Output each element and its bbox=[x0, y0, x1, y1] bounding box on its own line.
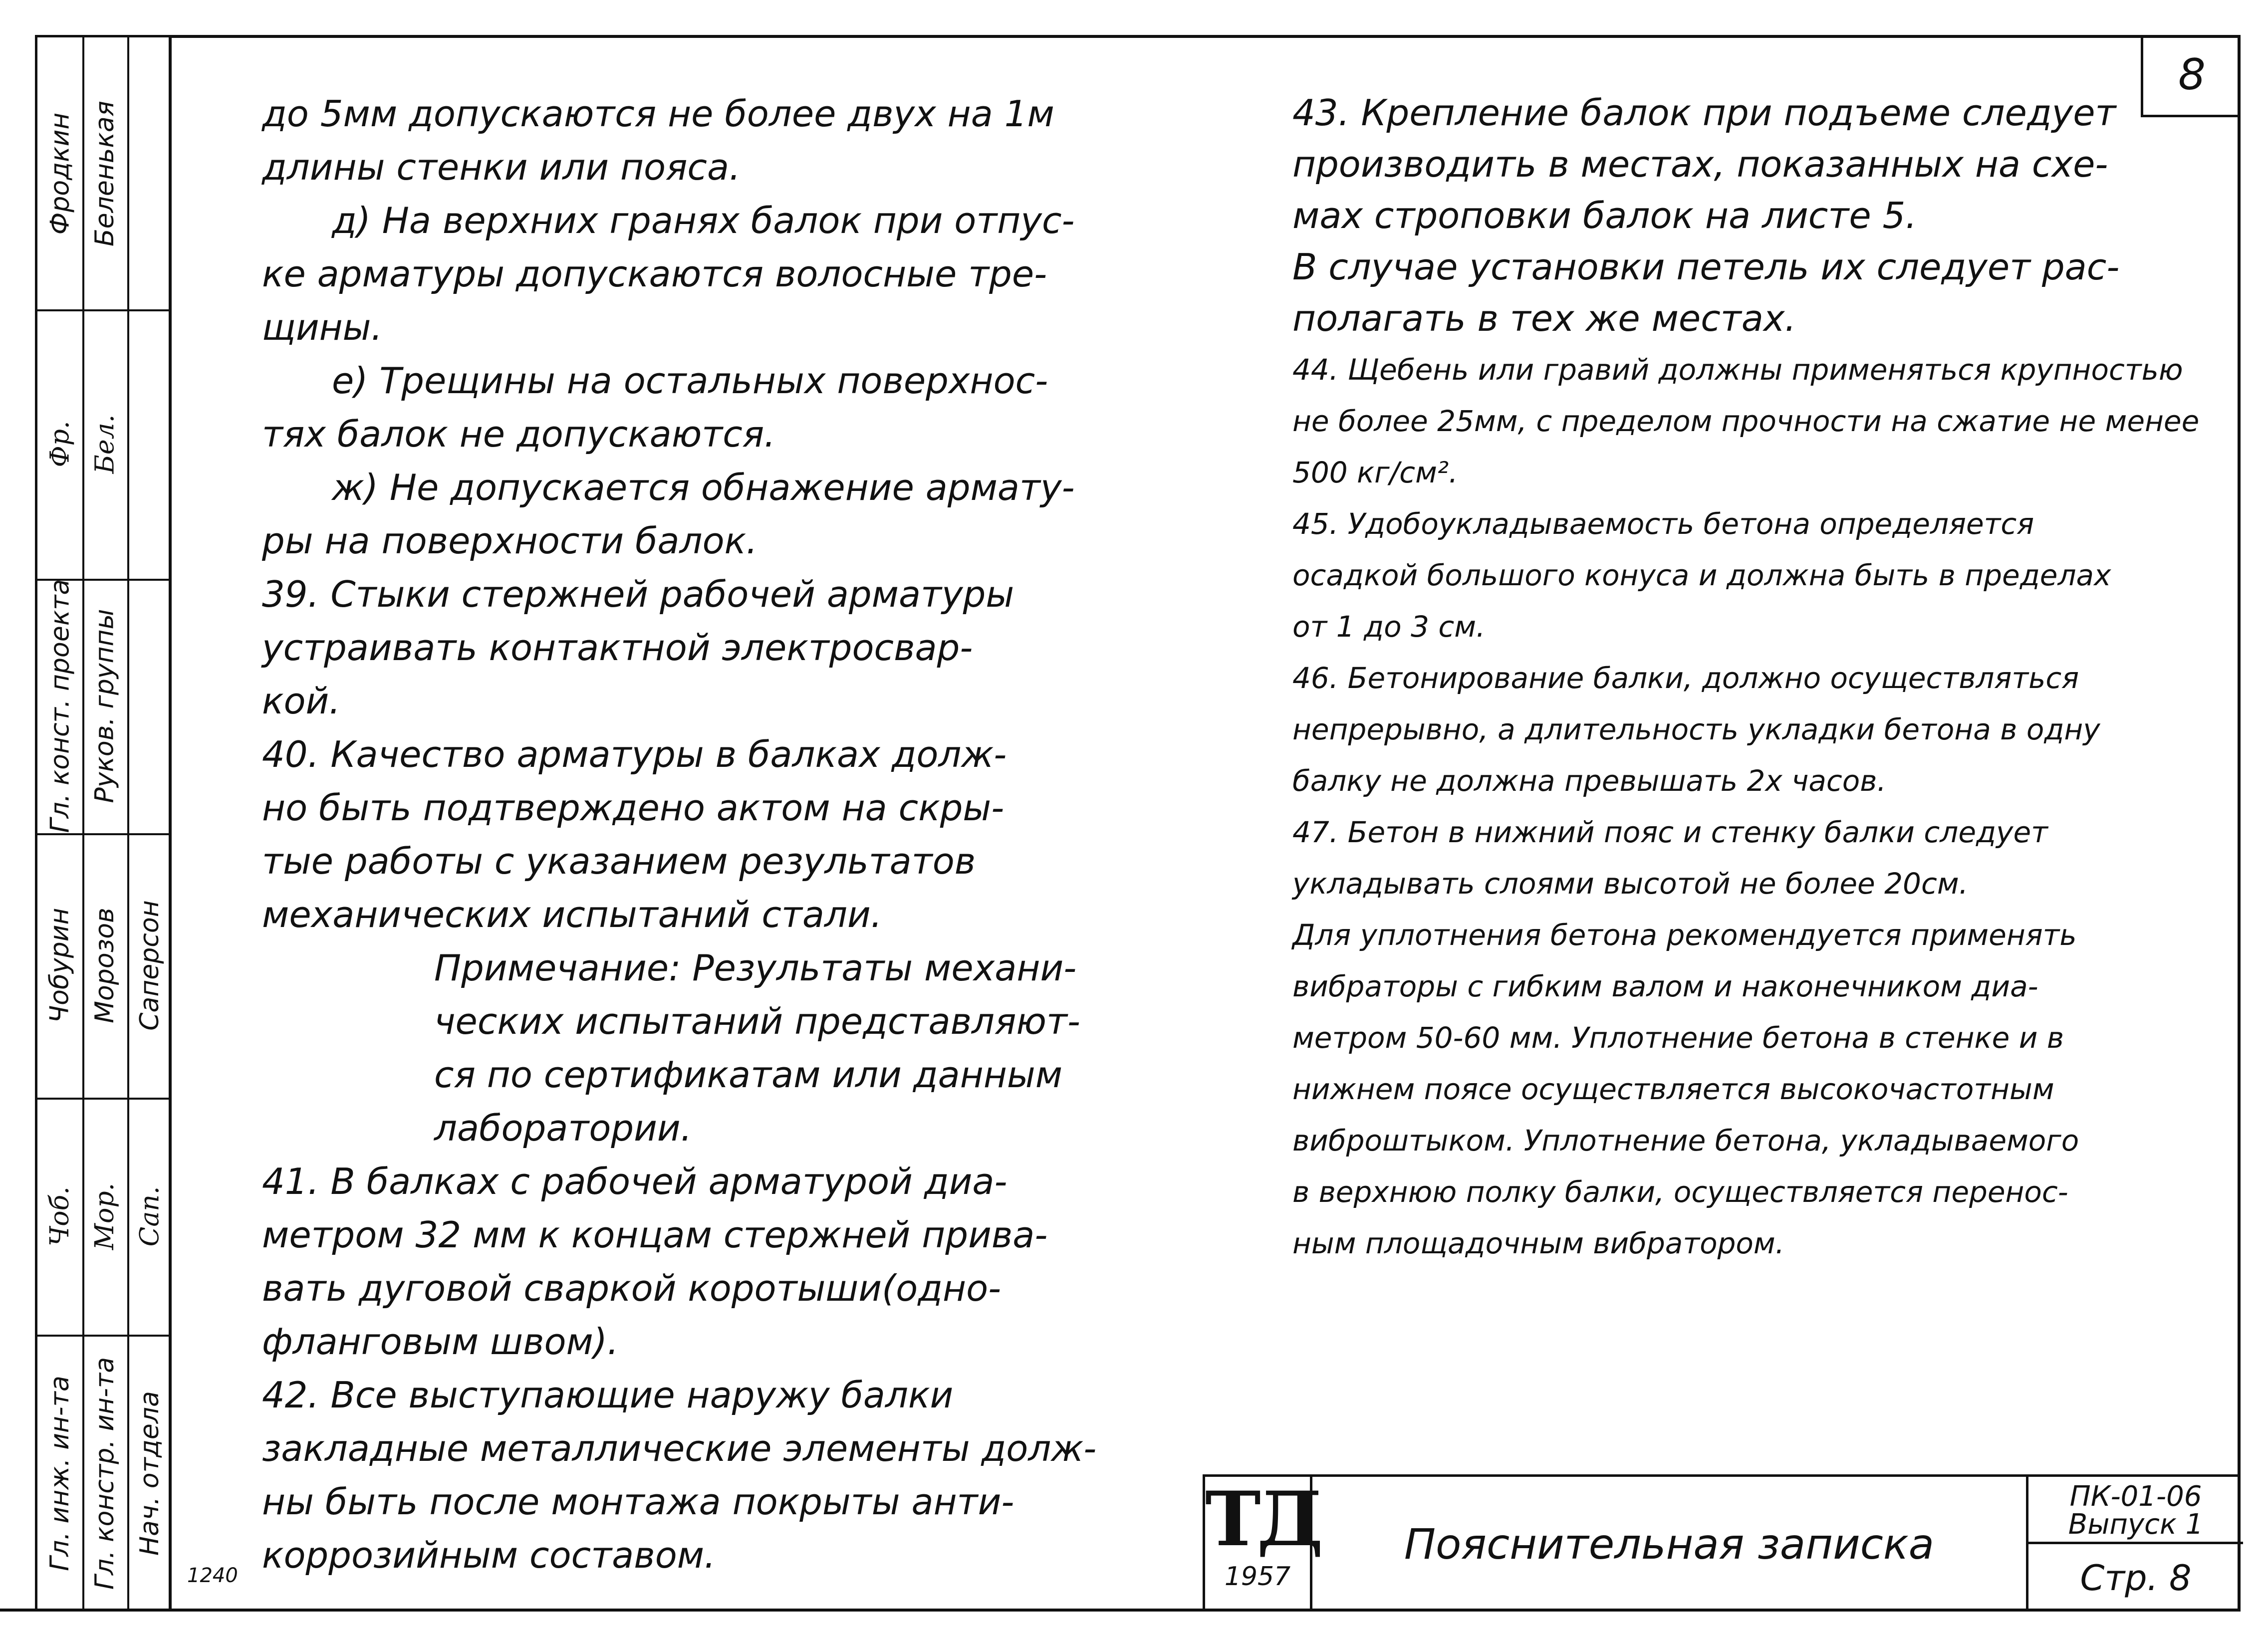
text-line: полагать в тех же местах. bbox=[1292, 297, 1796, 339]
text-line: 39. Стыки стержней рабочей арматуры bbox=[262, 573, 1014, 615]
text-line: щины. bbox=[262, 306, 383, 348]
stamp-name: Фродкин bbox=[45, 112, 75, 234]
note-line: Примечание: Результаты механи- bbox=[434, 947, 1077, 989]
left-text-column bbox=[262, 87, 1096, 1582]
text-line: В случае установки петель их следует рас- bbox=[1292, 246, 2120, 288]
stamp-position: Руков. группы bbox=[90, 609, 120, 803]
text-line: ке арматуры допускаются волосные тре- bbox=[262, 253, 1047, 295]
text-line: механических испытаний стали. bbox=[262, 894, 882, 935]
text-line: 42. Все выступающие наружу балки bbox=[262, 1374, 954, 1416]
text-line: вибраторы с гибким валом и наконечником диа- bbox=[1292, 969, 2038, 1003]
text-line: в верхнюю полку балки, осуществляется перенос- bbox=[1292, 1175, 2068, 1209]
document-title: Пояснительная записка bbox=[1404, 1520, 1935, 1569]
text-line: 47. Бетон в нижний пояс и стенку балки следует bbox=[1292, 815, 2048, 849]
stamp-role: Гл. констр. ин-та bbox=[90, 1357, 120, 1590]
title-block bbox=[1203, 1474, 2241, 1612]
text-line: ны быть после монтажа покрыты анти- bbox=[262, 1481, 1014, 1523]
text-line: ры на поверхности балок. bbox=[262, 520, 757, 562]
stamp-position: Гл. конст. проекта bbox=[45, 579, 75, 833]
text-line: тые работы с указанием результатов bbox=[262, 840, 976, 882]
right-text-column bbox=[1292, 87, 2199, 1269]
series-code-line: ПК-01-06 bbox=[2069, 1480, 2202, 1513]
note-line: лаборатории. bbox=[434, 1107, 692, 1149]
td-logo bbox=[1205, 1475, 1319, 1612]
issue-line: Выпуск 1 bbox=[2068, 1508, 2204, 1541]
text-line: метром 50-60 мм. Уплотнение бетона в стенке и в bbox=[1292, 1021, 2064, 1055]
text-line: но быть подтверждено актом на скры- bbox=[262, 787, 1005, 829]
logo-year: 1957 bbox=[1224, 1562, 1291, 1592]
text-line: производить в местах, показанных на схе- bbox=[1292, 143, 2108, 185]
page-label: Стр. 8 bbox=[2080, 1557, 2192, 1599]
text-line: 40. Качество арматуры в балках долж- bbox=[262, 733, 1007, 775]
text-line: мах строповки балок на листе 5. bbox=[1292, 195, 1917, 236]
archive-number: 1240 bbox=[187, 1564, 238, 1587]
text-line: не более 25мм, с пределом прочности на сжатие не менее bbox=[1292, 404, 2200, 438]
handwritten-signature: Фр. bbox=[45, 421, 75, 467]
text-line: непрерывно, а длительность укладки бетона в одну bbox=[1292, 712, 2100, 746]
handwritten-signature: Бел. bbox=[90, 414, 120, 474]
sheet-number: 8 bbox=[2141, 35, 2241, 117]
text-line: укладывать слоями высотой не более 20см. bbox=[1292, 867, 1969, 901]
text-line: 43. Крепление балок при подъеме следует bbox=[1292, 92, 2116, 134]
text-line: осадкой большого конуса и должна быть в пределах bbox=[1292, 558, 2111, 592]
text-line: вать дуговой сваркой коротыши(одно- bbox=[262, 1267, 1002, 1309]
text-line: ж) Не допускается обнажение армату- bbox=[332, 466, 1075, 508]
text-line: Для уплотнения бетона рекомендуется применять bbox=[1292, 918, 2077, 952]
text-line: 46. Бетонирование балки, должно осуществляться bbox=[1292, 661, 2079, 695]
text-line: устраивать контактной электросвар- bbox=[262, 627, 973, 669]
handwritten-signature: Сап. bbox=[135, 1186, 165, 1246]
text-line: балку не должна превышать 2х часов. bbox=[1292, 764, 1886, 798]
text-line: до 5мм допускаются не более двух на 1м bbox=[262, 93, 1054, 135]
handwritten-signature: Мор. bbox=[90, 1182, 120, 1250]
text-line: от 1 до 3 см. bbox=[1292, 610, 1486, 644]
text-line: закладные металлические элементы долж- bbox=[262, 1427, 1097, 1469]
handwritten-signature: Чоб. bbox=[45, 1186, 75, 1246]
text-line: нижнем поясе осуществляется высокочастотным bbox=[1292, 1072, 2054, 1106]
text-line: ным площадочным вибратором. bbox=[1292, 1226, 1785, 1260]
stamp-name: Саперсон bbox=[135, 900, 165, 1031]
text-line: метром 32 мм к концам стержней прива- bbox=[262, 1214, 1048, 1256]
logo-mark: ТД bbox=[1205, 1475, 1319, 1563]
approval-stamp bbox=[35, 35, 170, 1612]
text-line: виброштыком. Уплотнение бетона, укладываемого bbox=[1292, 1124, 2079, 1158]
text-line: д) На верхних гранях балок при отпус- bbox=[332, 200, 1075, 241]
text-line: коррозийным составом. bbox=[262, 1534, 716, 1576]
frame-border-right bbox=[2238, 35, 2241, 1612]
stamp-name: Чобурин bbox=[45, 908, 75, 1023]
note-line: ческих испытаний представляют- bbox=[434, 1000, 1080, 1042]
stamp-role: Нач. отдела bbox=[135, 1391, 165, 1556]
text-line: фланговым швом). bbox=[262, 1321, 619, 1363]
text-line: 45. Удобоукладываемость бетона определяется bbox=[1292, 507, 2034, 541]
stamp-name: Морозов bbox=[90, 908, 120, 1023]
text-line: кой. bbox=[262, 680, 341, 722]
text-line: 41. В балках с рабочей арматурой диа- bbox=[262, 1161, 1008, 1202]
text-line: 500 кг/см². bbox=[1292, 456, 1458, 489]
text-line: 44. Щебень или гравий должны применяться крупностью bbox=[1292, 353, 2183, 387]
text-line: длины стенки или пояса. bbox=[262, 146, 741, 188]
text-line: е) Трещины на остальных поверхнос- bbox=[332, 360, 1048, 402]
note-line: ся по сертификатам или данным bbox=[434, 1054, 1063, 1096]
stamp-role: Гл. инж. ин-та bbox=[45, 1375, 75, 1571]
series-code bbox=[2028, 1477, 2243, 1544]
frame-border-top bbox=[170, 35, 2241, 38]
stamp-name: Беленькая bbox=[90, 100, 120, 246]
title-block-codes bbox=[2026, 1477, 2243, 1612]
text-line: тях балок не допускаются. bbox=[262, 413, 776, 455]
